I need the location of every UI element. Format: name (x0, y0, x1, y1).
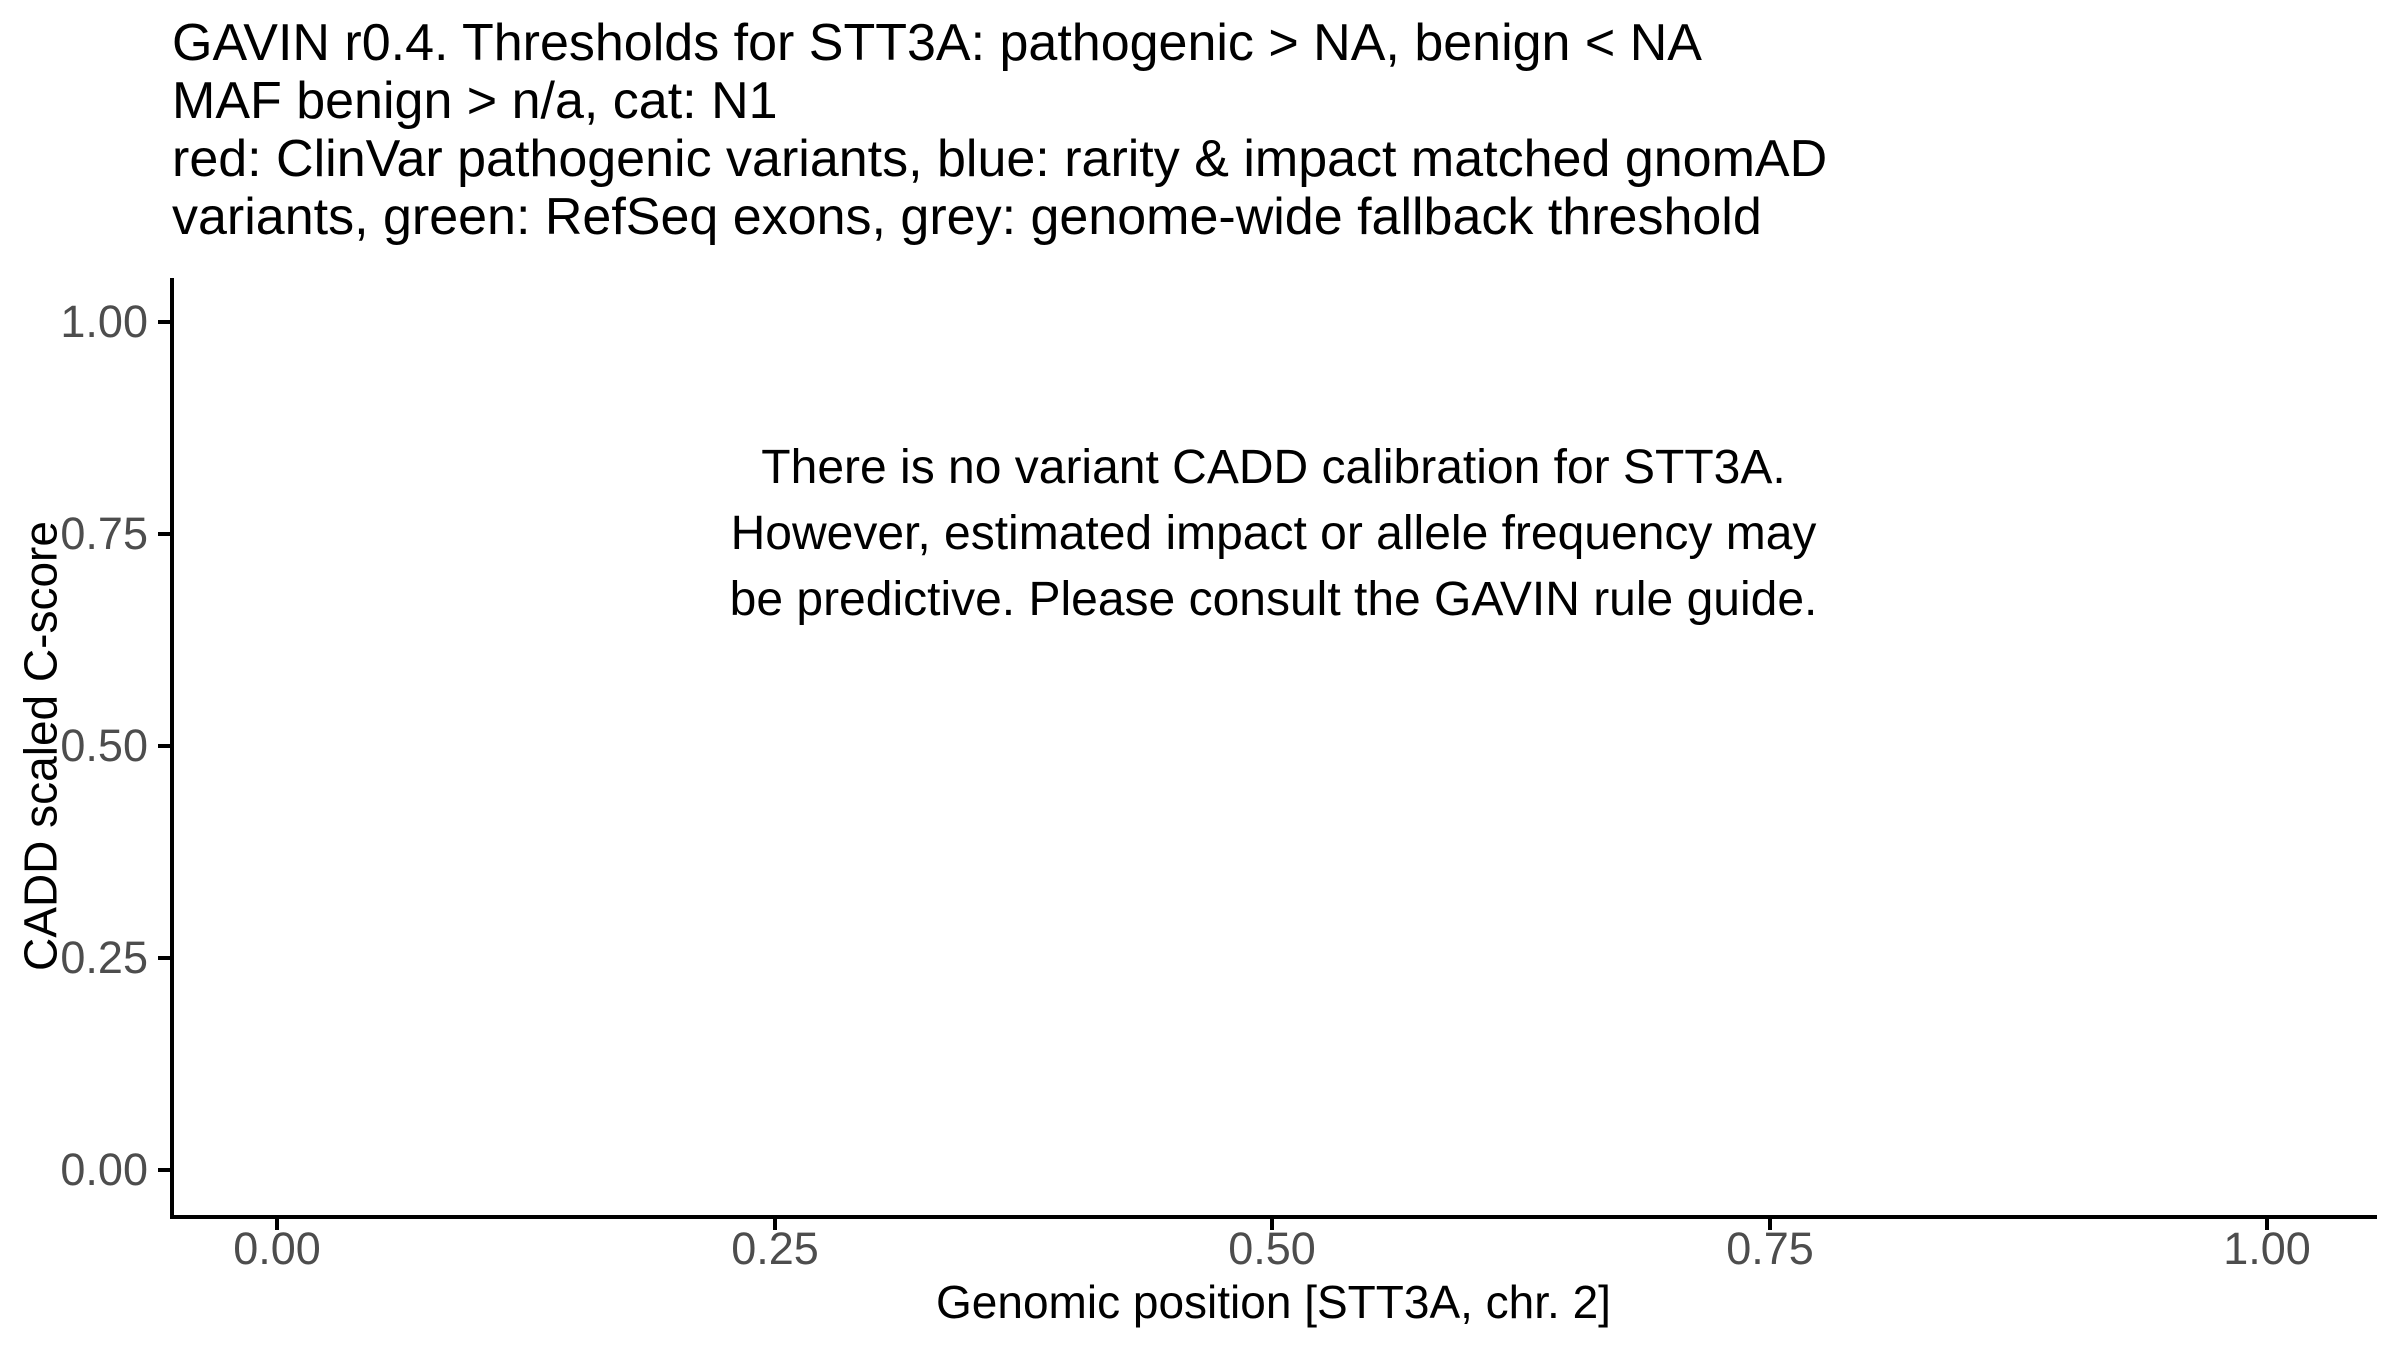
x-tick-label-0.50: 0.50 (1228, 1223, 1316, 1274)
plot-title-line-2: MAF benign > n/a, cat: N1 (172, 72, 778, 130)
plot-panel (170, 278, 2377, 1219)
x-tick-label-1.00: 1.00 (2223, 1223, 2311, 1274)
annotation-line-2: However, estimated impact or allele frequency may (730, 507, 1817, 560)
plot-title-line-1: GAVIN r0.4. Thresholds for STT3A: pathogenic > NA, benign < NA (172, 14, 1702, 72)
y-tick-mark-0.00 (158, 1168, 170, 1172)
y-tick-label-0.00: 0.00 (60, 1144, 148, 1195)
y-tick-mark-0.50 (158, 744, 170, 748)
x-tick-label-0.75: 0.75 (1726, 1223, 1814, 1274)
no-calibration-annotation (170, 435, 2377, 633)
y-tick-label-0.50: 0.50 (60, 720, 148, 771)
y-tick-label-0.25: 0.25 (60, 932, 148, 983)
y-tick-mark-1.00 (158, 320, 170, 324)
x-tick-label-0.00: 0.00 (233, 1223, 321, 1274)
y-tick-label-1.00: 1.00 (60, 296, 148, 347)
y-tick-label-0.75: 0.75 (60, 508, 148, 559)
x-axis-title: Genomic position [STT3A, chr. 2] (936, 1276, 1611, 1328)
annotation-line-3: be predictive. Please consult the GAVIN rule guide. (729, 573, 1818, 626)
y-axis-title: CADD scaled C-score (14, 521, 67, 971)
plot-title (172, 14, 1827, 246)
annotation-line-1: There is no variant CADD calibration for STT3A. (761, 441, 1786, 494)
plot-title-line-4: variants, green: RefSeq exons, grey: genome-wide fallback threshold (172, 188, 1762, 246)
y-tick-mark-0.75 (158, 532, 170, 536)
plot-title-line-3: red: ClinVar pathogenic variants, blue: rarity & impact matched gnomAD (172, 130, 1828, 188)
y-tick-mark-0.25 (158, 956, 170, 960)
x-tick-label-0.25: 0.25 (731, 1223, 819, 1274)
